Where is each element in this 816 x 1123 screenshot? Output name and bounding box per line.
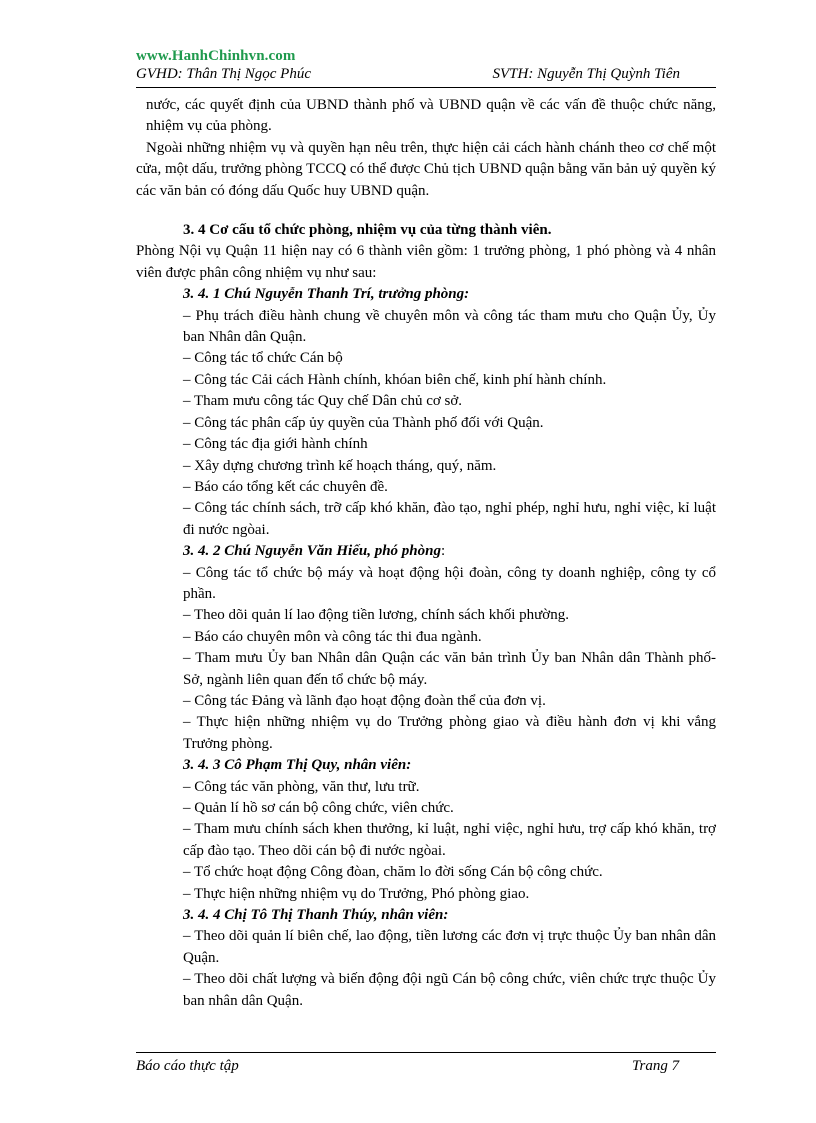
duty-item: – Phụ trách điều hành chung về chuyên môn và công tác tham mưu cho Quận Ủy, Ủy ban Nhân dân Quận. <box>183 307 716 346</box>
member-heading <box>136 541 716 562</box>
footer-divider <box>136 1052 716 1053</box>
section-lead: Phòng Nội vụ Quận 11 hiện nay có 6 thành viên gồm: 1 trưởng phòng, 1 phó phòng và 4 nhân viên được phân công nhiệm vụ như sau: <box>136 243 716 281</box>
website-url: www.HanhChinhvn.com <box>136 48 296 64</box>
duty-item: – Công tác chính sách, trỡ cấp khó khăn, đào tạo, nghỉ phép, nghỉ hưu, nghỉ việc, kỉ luật đi nước ngòai. <box>183 500 716 538</box>
duty-item: – Báo cáo chuyên môn và công tác thi đua ngành. <box>183 628 482 645</box>
member-heading: 3. 4. 4 Chị Tô Thị Thanh Thúy, nhân viên: <box>183 907 449 924</box>
duty-item: – Quản lí hồ sơ cán bộ công chức, viên chức. <box>183 800 454 816</box>
spacer <box>136 202 716 220</box>
duty-item: – Tổ chức hoạt động Công đòan, chăm lo đời sống Cán bộ công chức. <box>183 864 603 881</box>
duty-item: – Tham mưu Ủy ban Nhân dân Quận các văn bản trình Ủy ban Nhân dân Thành phố- Sở, ngành liên quan đến tổ chức bộ máy. <box>183 650 716 688</box>
duty-item: – Công tác tổ chức bộ máy và hoạt động hội đoàn, công ty doanh nghiệp, công ty cổ phần. <box>183 564 716 602</box>
section-heading: 3. 4 Cơ cấu tổ chức phòng, nhiệm vụ của từng thành viên. <box>183 222 552 239</box>
duty-item: – Thực hiện những nhiệm vụ do Trưởng, Phó phòng giao. <box>183 885 530 902</box>
header-divider <box>136 87 716 88</box>
duty-item: – Công tác địa giới hành chính <box>183 436 368 453</box>
student-label: SVTH: Nguyễn Thị Quỳnh Tiên <box>492 66 680 82</box>
duty-item: – Theo dõi chất lượng và biến động đội ngũ Cán bộ công chức, viên chức trực thuộc Ủy ban nhân dân Quận. <box>183 971 716 1009</box>
duty-item: – Theo dõi quản lí biên chế, lao động, tiền lương các đơn vị trực thuộc Ủy ban nhân dân Quận. <box>183 928 716 966</box>
intro-paragraph: nước, các quyết định của UBND thành phố và UBND quận về các vấn đề thuộc chức năng, nhiệm vụ của phòng. <box>146 97 716 135</box>
duty-item: – Công tác phân cấp ủy quyền của Thành phố đối với Quận. <box>183 414 544 431</box>
member-heading-colon: : <box>440 543 446 560</box>
duty-item: – Công tác tổ chức Cán bộ <box>183 350 343 367</box>
duty-item: – Báo cáo tổng kết các chuyên đề. <box>183 478 388 495</box>
duty-item: – Công tác Đảng và lãnh đạo hoạt động đoàn thể của đơn vị. <box>183 692 546 709</box>
duty-item: – Tham mưu chính sách khen thưởng, kỉ luật, nghỉ việc, nghỉ hưu, trợ cấp khó khăn, trợ cấp đào tạo. Theo dõi cán bộ đi nước ngòai. <box>183 821 716 859</box>
duty-item: – Công tác Cải cách Hành chính, khóan biên chế, kinh phí hành chính. <box>183 371 607 388</box>
member-heading-text: 3. 4. 2 Chú Nguyễn Văn Hiếu, phó phòng <box>183 543 441 560</box>
document-body <box>136 95 716 1012</box>
page-header <box>136 66 680 86</box>
member-heading: 3. 4. 3 Cô Phạm Thị Quy, nhân viên: <box>183 757 412 774</box>
duty-item: – Thực hiện những nhiệm vụ do Trưởng phòng giao và điều hành đơn vị khi vắng Trưởng phòng. <box>183 714 716 752</box>
duty-item: – Xây dựng chương trình kế hoạch tháng, quý, năm. <box>183 457 497 474</box>
page-number: Trang 7 <box>632 1058 680 1074</box>
supervisor-label: GVHD: Thân Thị Ngọc Phúc <box>136 66 311 82</box>
intro-paragraph: Ngoài những nhiệm vụ và quyền hạn nêu trên, thực hiện cải cách hành chánh theo cơ chế một cửa, một dấu, trưởng phòng TCCQ có thể được Chủ tịch UBND quận bằng văn bản uỷ quyền ký các văn bản có đóng dấu Quốc huy UBND quận. <box>136 139 716 199</box>
duty-item: – Công tác văn phòng, văn thư, lưu trữ. <box>183 778 420 795</box>
duty-item: – Theo dõi quản lí lao động tiền lương, chính sách khối phường. <box>183 607 569 624</box>
footer-report-label: Báo cáo thực tập <box>136 1058 239 1074</box>
duty-item: – Tham mưu công tác Quy chế Dân chủ cơ sở. <box>183 393 463 410</box>
member-heading: 3. 4. 1 Chú Nguyễn Thanh Trí, trưởng phòng: <box>183 286 470 303</box>
